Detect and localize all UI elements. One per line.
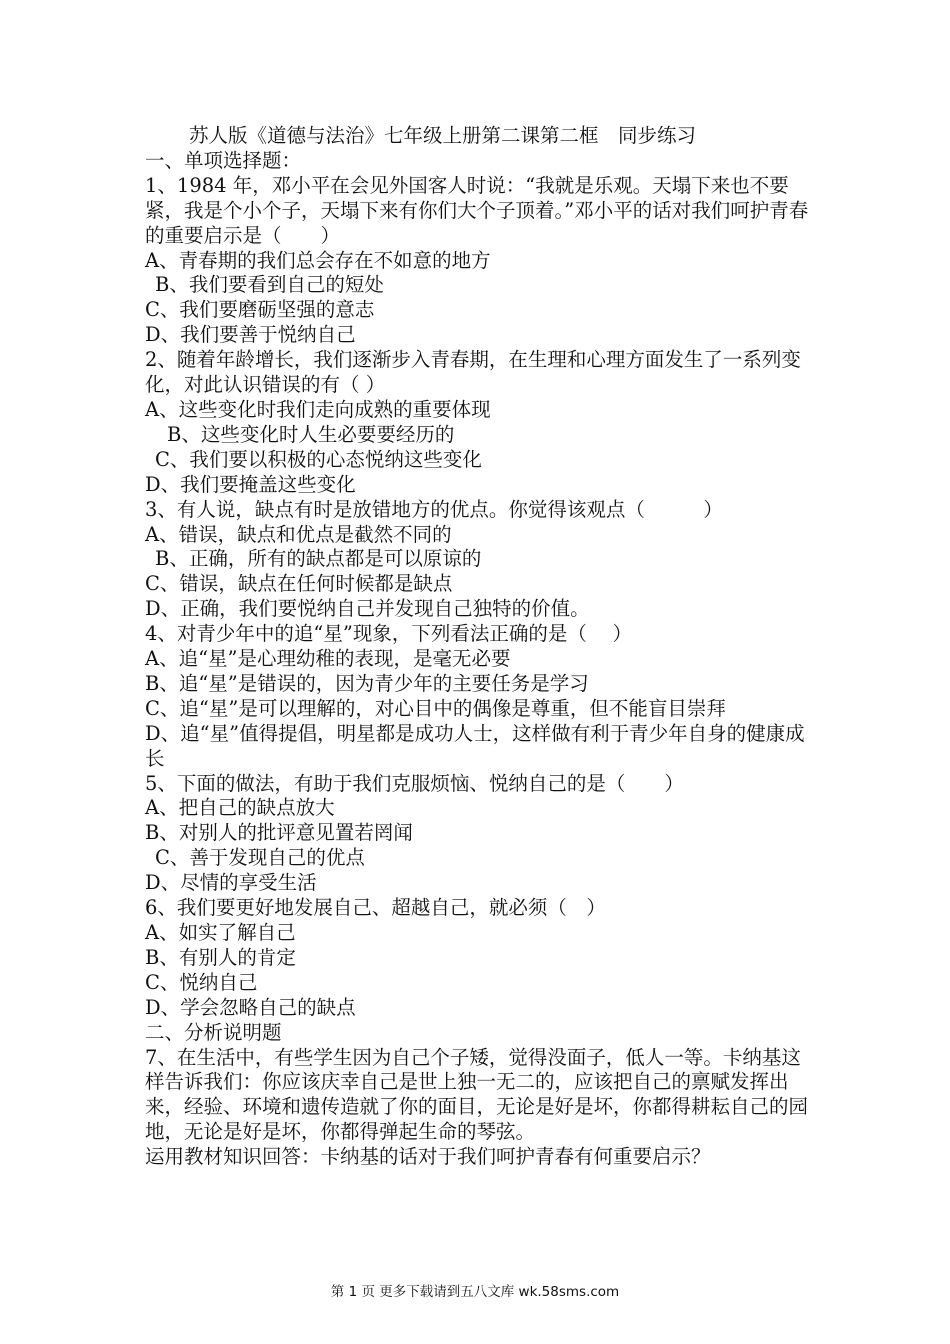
section-heading-single-choice: 一、单项选择题： (145, 148, 302, 172)
question-5-stem: 5、下面的做法，有助于我们克服烦恼、悦纳自己的是（ ） (145, 771, 684, 795)
document-body (145, 124, 810, 1170)
question-4-option-b: B、追“星”是错误的，因为青少年的主要任务是学习 (145, 671, 589, 695)
page-footer: 第 1 页 更多下载请到五八文库 wk.58sms.com (330, 1284, 620, 1300)
question-6-option-d: D、学会忽略自己的缺点 (145, 995, 356, 1019)
question-2-option-c: C、我们要以积极的心态悦纳这些变化 (155, 447, 482, 471)
question-2-option-d: D、我们要掩盖这些变化 (145, 472, 356, 496)
question-2-option-b: B、这些变化时人生必要要经历的 (167, 422, 455, 446)
question-3-option-c: C、错误，缺点在任何时候都是缺点 (145, 572, 453, 596)
question-2-option-a: A、这些变化时我们走向成熟的重要体现 (145, 397, 491, 421)
question-6-option-b: B、有别人的肯定 (145, 945, 296, 969)
question-5-option-c: C、善于发现自己的优点 (155, 846, 365, 870)
question-3-stem: 3、有人说，缺点有时是放错地方的优点。你觉得该观点（ ） (145, 497, 723, 521)
section-heading-analysis: 二、分析说明题 (145, 1020, 282, 1044)
question-3-option-a: A、错误，缺点和优点是截然不同的 (145, 522, 452, 546)
question-7-prompt: 运用教材知识回答：卡纳基的话对于我们呵护青春有何重要启示？ (145, 1145, 711, 1169)
question-3-option-d: D、正确，我们要悦纳自己并发现自己独特的价值。 (145, 597, 590, 621)
question-2-stem: 2、随着年龄增长，我们逐渐步入青春期，在生理和心理方面发生了一系列变化，对此认识错误的有（ ） (145, 348, 801, 397)
question-3-option-b: B、正确，所有的缺点都是可以原谅的 (155, 547, 482, 571)
question-4-option-a: A、追“星”是心理幼稚的表现，是毫无必要 (145, 647, 511, 671)
question-4-option-c: C、追“星”是可以理解的，对心目中的偶像是尊重，但不能盲目崇拜 (145, 696, 726, 720)
question-1-option-c: C、我们要磨砺坚强的意志 (145, 298, 375, 322)
question-4-stem: 4、对青少年中的追“星”现象，下列看法正确的是（ ） (145, 622, 633, 646)
question-1-option-b: B、我们要看到自己的短处 (155, 273, 384, 297)
question-1-option-a: A、青春期的我们总会存在不如意的地方 (145, 248, 491, 272)
question-5-option-a: A、把自己的缺点放大 (145, 796, 335, 820)
question-1-stem: 1、1984 年，邓小平在会见外国客人时说：“我就是乐观。天塌下来也不要紧，我是个小个子，天塌下来有你们大个子顶着。”邓小平的话对我们呵护青春的重要启示是（ ） (145, 173, 809, 247)
question-1-option-d: D、我们要善于悦纳自己 (145, 323, 356, 347)
question-7-stem: 7、在生活中，有些学生因为自己个子矮，觉得没面子，低人一等。卡纳基这样告诉我们：你应该庆幸自己是世上独一无二的，应该把自己的禀赋发挥出来，经验、环境和遗传造就了你的面目，无论是好是坏，你都得耕耘自己的园地，无论是好是坏，你都得弹起生命的琴弦。 (145, 1045, 809, 1144)
question-6-option-c: C、悦纳自己 (145, 970, 258, 994)
question-5-option-b: B、对别人的批评意见置若罔闻 (145, 821, 413, 845)
question-6-stem: 6、我们要更好地发展自己、超越自己，就必须（ ） (145, 896, 606, 920)
question-4-option-d: D、追“星”值得提倡，明星都是成功人士，这样做有利于青少年自身的健康成长 (145, 721, 805, 770)
document-title: 苏人版《道德与法治》七年级上册第二课第二框 同步练习 (189, 124, 697, 147)
question-5-option-d: D、尽情的享受生活 (145, 871, 317, 895)
question-6-option-a: A、如实了解自己 (145, 921, 296, 944)
